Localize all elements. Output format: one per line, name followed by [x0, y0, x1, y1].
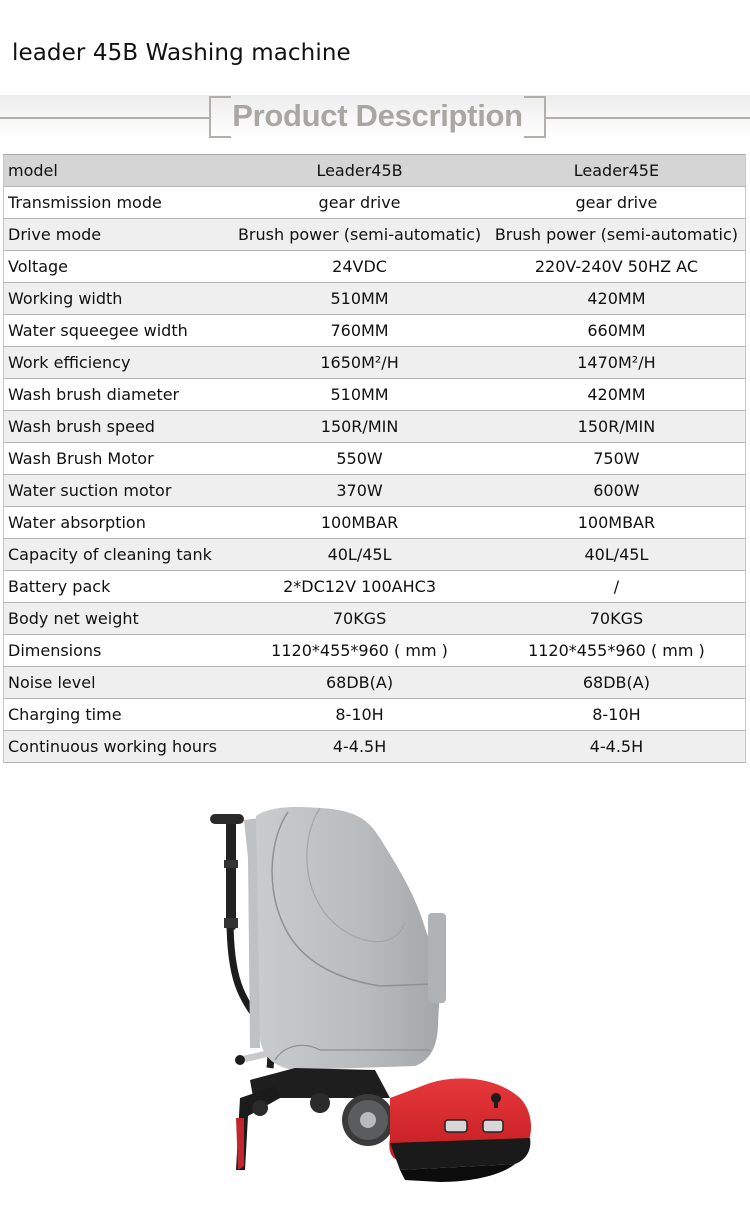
row-col2: 150R/MIN [488, 411, 746, 443]
page-title: leader 45B Washing machine [12, 40, 351, 66]
row-col1: 550W [231, 443, 488, 475]
floor-scrubber-illustration [200, 798, 550, 1190]
row-col2: 750W [488, 443, 746, 475]
row-col1: 68DB(A) [231, 667, 488, 699]
row-col2: 1470M²/H [488, 347, 746, 379]
row-col2: / [488, 571, 746, 603]
table-row [4, 699, 746, 731]
table-row [4, 315, 746, 347]
row-col1: 510MM [231, 283, 488, 315]
row-label: Body net weight [4, 603, 232, 635]
row-col2: 68DB(A) [488, 667, 746, 699]
table-row [4, 251, 746, 283]
row-col1: 510MM [231, 379, 488, 411]
row-col2: 70KGS [488, 603, 746, 635]
row-label: Continuous working hours [4, 731, 232, 763]
table-row [4, 347, 746, 379]
row-label: Wash Brush Motor [4, 443, 232, 475]
row-col2: Brush power (semi-automatic) [488, 219, 746, 251]
banner-rule-left [0, 117, 210, 119]
row-col1: 8-10H [231, 699, 488, 731]
row-col2: 420MM [488, 379, 746, 411]
row-col1: 150R/MIN [231, 411, 488, 443]
table-row [4, 635, 746, 667]
row-col1: 1650M²/H [231, 347, 488, 379]
section-banner [0, 95, 750, 139]
table-row [4, 507, 746, 539]
row-col2: 4-4.5H [488, 731, 746, 763]
row-col1: 2*DC12V 100AHC3 [231, 571, 488, 603]
table-row [4, 475, 746, 507]
row-col1: gear drive [231, 187, 488, 219]
row-col2: 8-10H [488, 699, 746, 731]
row-col2: 100MBAR [488, 507, 746, 539]
row-label: Wash brush speed [4, 411, 232, 443]
row-label: Wash brush diameter [4, 379, 232, 411]
header-label: model [4, 155, 232, 187]
row-col2: 220V-240V 50HZ AC [488, 251, 746, 283]
row-col1: 4-4.5H [231, 731, 488, 763]
table-row [4, 411, 746, 443]
table-row [4, 443, 746, 475]
row-label: Noise level [4, 667, 232, 699]
row-col2: 660MM [488, 315, 746, 347]
row-label: Charging time [4, 699, 232, 731]
table-row [4, 187, 746, 219]
table-row [4, 731, 746, 763]
header-col2: Leader45E [488, 155, 746, 187]
row-label: Work efficiency [4, 347, 232, 379]
row-col2: 600W [488, 475, 746, 507]
row-col1: 1120*455*960 ( mm ) [231, 635, 488, 667]
table-row [4, 667, 746, 699]
row-col1: 760MM [231, 315, 488, 347]
spec-table [3, 154, 746, 763]
table-header-row [4, 155, 746, 187]
row-label: Voltage [4, 251, 232, 283]
row-col1: 24VDC [231, 251, 488, 283]
row-col2: 40L/45L [488, 539, 746, 571]
row-label: Water absorption [4, 507, 232, 539]
row-label: Water squeegee width [4, 315, 232, 347]
product-photo [200, 798, 550, 1190]
table-row [4, 603, 746, 635]
row-col1: Brush power (semi-automatic) [231, 219, 488, 251]
row-col2: gear drive [488, 187, 746, 219]
table-row [4, 219, 746, 251]
row-label: Battery pack [4, 571, 232, 603]
row-label: Working width [4, 283, 232, 315]
row-col1: 100MBAR [231, 507, 488, 539]
banner-rule-right [546, 117, 750, 119]
row-col1: 370W [231, 475, 488, 507]
row-col1: 40L/45L [231, 539, 488, 571]
row-col2: 1120*455*960 ( mm ) [488, 635, 746, 667]
section-heading: Product Description [232, 98, 523, 133]
table-row [4, 571, 746, 603]
row-label: Water suction motor [4, 475, 232, 507]
table-row [4, 539, 746, 571]
row-label: Transmission mode [4, 187, 232, 219]
row-label: Capacity of cleaning tank [4, 539, 232, 571]
row-col1: 70KGS [231, 603, 488, 635]
table-row [4, 283, 746, 315]
row-label: Dimensions [4, 635, 232, 667]
row-label: Drive mode [4, 219, 232, 251]
table-row [4, 379, 746, 411]
header-col1: Leader45B [231, 155, 488, 187]
row-col2: 420MM [488, 283, 746, 315]
